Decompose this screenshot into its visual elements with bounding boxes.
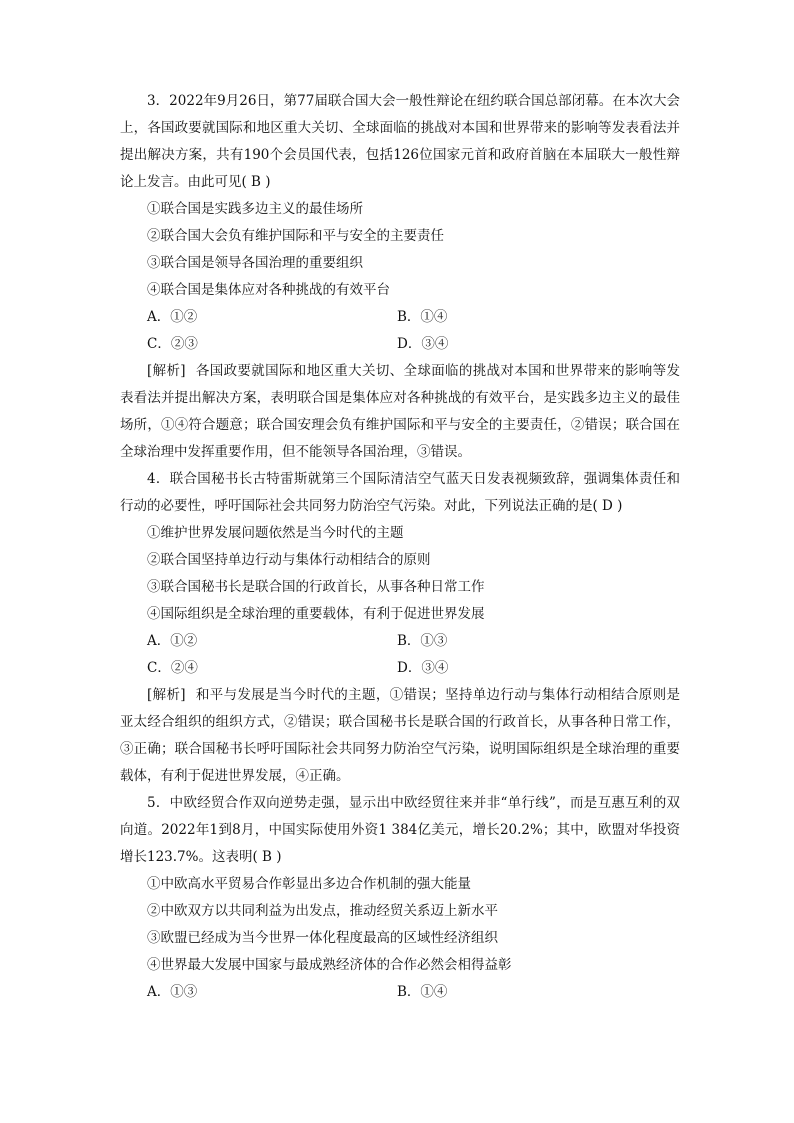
analysis-tag: [解析] [147,687,186,703]
question-5-option-2: ②中欧双方以共同利益为出发点，推动经贸关系迈上新水平 [147,903,498,919]
analysis-tag: [解析] [147,363,186,379]
question-3-option-2: ②联合国大会负有维护国际和平与安全的主要责任 [147,228,444,244]
question-4-option-1: ①维护世界发展问题依然是当今时代的主题 [147,525,404,541]
question-4-choices-row-1 [120,628,680,655]
question-4-option-3: ③联合国秘书长是联合国的行政首长，从事各种日常工作 [147,579,485,595]
question-3-analysis [120,358,680,466]
question-4-option-2: ②联合国坚持单边行动与集体行动相结合的原则 [147,552,431,568]
question-3-stem: 3．2022年9月26日，第77届联合国大会一般性辩论在纽约联合国总部闭幕。在本次大会上，各国政要就国际和地区重大关切、全球面临的挑战对本国和世界带来的影响等发表看法并提出解决方案，共有190个会员国代表，包括126位国家元首和政府首脑在本届联大一般性辩论上发言。由此可见( B ) [120,93,680,190]
question-5-option-3: ③欧盟已经成为当今世界一体化程度最高的区域性经济组织 [147,930,498,946]
question-5-option-4: ④世界最大发展中国家与最成熟经济体的合作必然会相得益彰 [147,957,512,973]
question-5-option-1: ①中欧高水平贸易合作彰显出多边合作机制的强大能量 [147,876,471,892]
question-3-choice-b: B．①④ [397,309,448,325]
question-content [120,88,680,1006]
question-5-choices-row-1 [120,979,680,1006]
question-4-stem: 4．联合国秘书长古特雷斯就第三个国际清洁空气蓝天日发表视频致辞，强调集体责任和行动的必要性，呼吁国际社会共同努力防治空气污染。对此，下列说法正确的是( D ) [120,471,680,514]
question-3-choice-a: A．①② [147,309,198,325]
question-4-choice-c: C．②④ [147,660,198,676]
question-3-option-1: ①联合国是实践多边主义的最佳场所 [147,201,363,217]
question-3-analysis-text: 各国政要就国际和地区重大关切、全球面临的挑战对本国和世界带来的影响等发表看法并提出解决方案，表明联合国是集体应对各种挑战的有效平台，是实践多边主义的最佳场所，①④符合题意；联合国安理会负有维护国际和平与安全的主要责任，②错误；联合国在全球治理中发挥重要作用，但不能领导各国治理，③错误。 [120,363,680,460]
question-4-analysis-text: 和平与发展是当今时代的主题，①错误；坚持单边行动与集体行动相结合原则是亚太经合组织的组织方式，②错误；联合国秘书长是联合国的行政首长，从事各种日常工作，③正确；联合国秘书长呼吁国际社会共同努力防治空气污染，说明国际组织是全球治理的重要载体，有利于促进世界发展，④正确。 [120,687,680,784]
question-3-option-3: ③联合国是领导各国治理的重要组织 [147,255,363,271]
question-4-option-4: ④国际组织是全球治理的重要载体，有利于促进世界发展 [147,606,485,622]
question-4-choices-row-2 [120,655,680,682]
question-5-choice-a: A．①③ [147,984,198,1000]
question-4-choice-d: D．③④ [397,660,449,676]
question-5-choice-b: B．①④ [397,984,448,1000]
question-5-stem: 5．中欧经贸合作双向逆势走强，显示出中欧经贸往来并非“单行线”，而是互惠互利的双向道。2022年1到8月，中国实际使用外资1 384亿美元，增长20.2%；其中，欧盟对华投资增长123.7%。这表明( B ) [120,795,680,865]
question-3-choices-row-1 [120,304,680,331]
question-4-choice-b: B．①③ [397,633,448,649]
question-4-choice-a: A．①② [147,633,198,649]
question-3-option-4: ④联合国是集体应对各种挑战的有效平台 [147,282,390,298]
question-3-choice-c: C．②③ [147,336,198,352]
question-3-choice-d: D．③④ [397,336,449,352]
question-4-analysis [120,682,680,790]
question-3-choices-row-2 [120,331,680,358]
